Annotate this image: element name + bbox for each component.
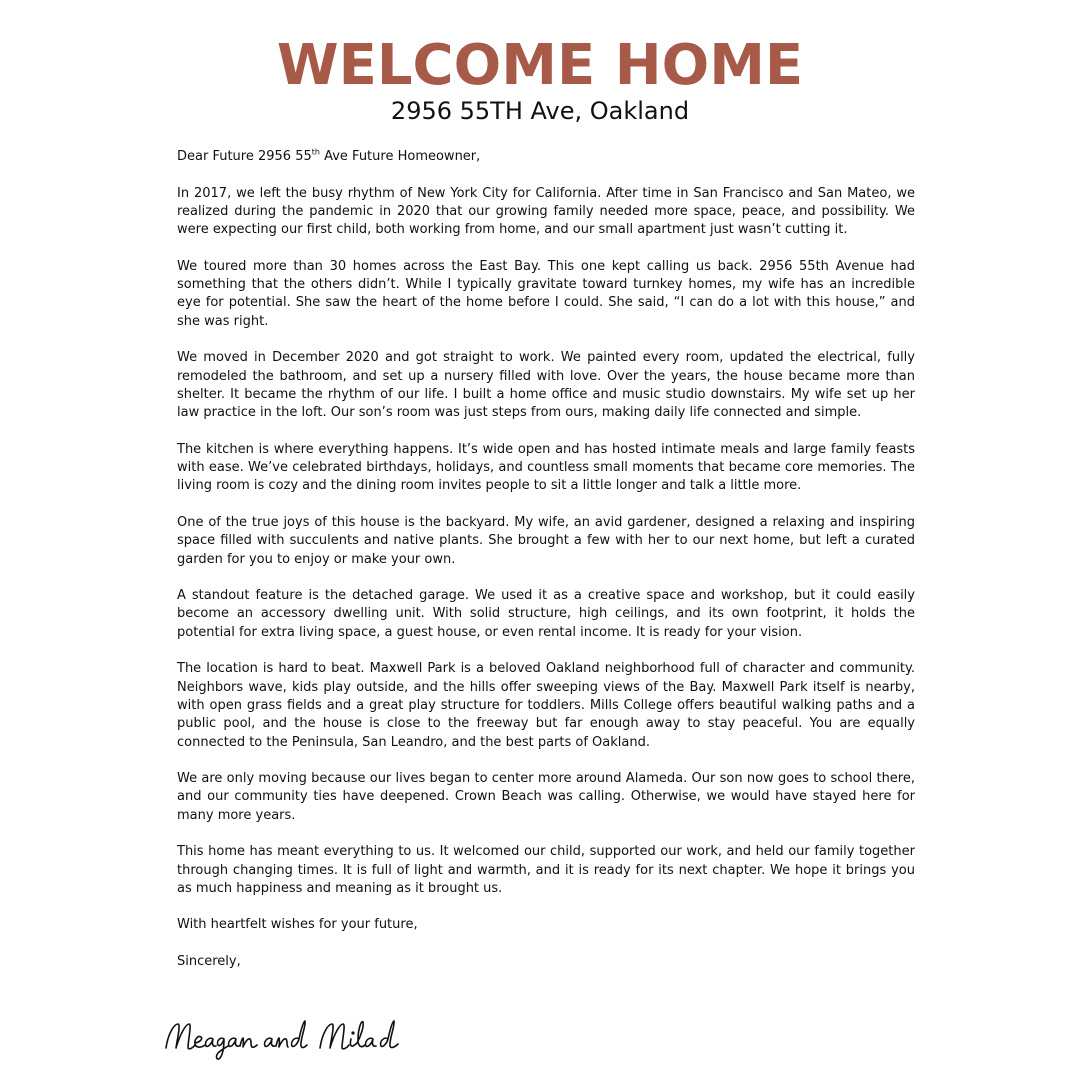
handwritten-signature (160, 1012, 460, 1062)
closing-line: With heartfelt wishes for your future, (177, 917, 418, 933)
paragraph-location: The location is hard to beat. Maxwell Park is a beloved Oakland neighborhood full of character and community. Neighbors wave, kids play outside, and the hills offer sweeping views of the Bay. Maxwell Park itself is nearby, with open grass fields and a great play structure for toddlers. Mills College offers beautiful walking paths and a public pool, and the house is close to the freeway but far enough away to stay peaceful. You are equally connected to the Peninsula, San Leandro, and the best parts of Oakland. (177, 661, 915, 750)
paragraph-renovations: We moved in December 2020 and got straight to work. We painted every room, updated the electrical, fully remodeled the bathroom, and set up a nursery filled with love. Over the years, the house became more than shelter. It became the rhythm of our life. I built a home office and music studio downstairs. My wife set up her law practice in the loft. Our son’s room was just steps from ours, making daily life connected and simple. (177, 350, 915, 421)
page-title: WELCOME HOME (276, 33, 804, 98)
paragraph-home-search: We toured more than 30 homes across the East Bay. This one kept calling us back. 2956 55th Avenue had something that the others didn’t. While I typically gravitate toward turnkey homes, my wife has an incredible eye for potential. She saw the heart of the home before I could. She said, “I can do a lot with this house,” and she was right. (177, 258, 915, 329)
salutation-text: Dear Future 2956 55 (177, 149, 312, 164)
salutation-ordinal: th (311, 147, 320, 157)
property-address: 2956 55TH Ave, Oakland (390, 97, 690, 125)
paragraph-move-to-california: In 2017, we left the busy rhythm of New York City for California. After time in San Francisco and San Mateo, we realized during the pandemic in 2020 that our growing family needed more space, peace, and possibility. We were expecting our first child, both working from home, and our small apartment just wasn’t cutting it. (177, 185, 915, 238)
paragraph-kitchen: The kitchen is where everything happens. It’s wide open and has hosted intimate meals and large family feasts with ease. We’ve celebrated birthdays, holidays, and countless small moments that became core memories. The living room is cozy and the dining room invites people to sit a little longer and talk a little more. (177, 441, 915, 494)
letter-body (177, 148, 915, 990)
salutation (177, 148, 915, 166)
paragraph-reason-for-moving: We are only moving because our lives began to center more around Alameda. Our son now goes to school there, and our community ties have deepened. Crown Beach was calling. Otherwise, we would have stayed here for many more years. (177, 771, 915, 823)
paragraph-meaning: This home has meant everything to us. It welcomed our child, supported our work, and held our family together through changing times. It is full of light and warmth, and it is ready for its next chapter. We hope it brings you as much happiness and meaning as it brought us. (177, 844, 915, 896)
paragraph-backyard: One of the true joys of this house is the backyard. My wife, an avid gardener, designed a relaxing and inspiring space filled with succulents and native plants. She brought a few with her to our next home, but left a curated garden for you to enjoy or make your own. (177, 514, 915, 567)
signoff: Sincerely, (177, 954, 241, 970)
salutation-text-end: Ave Future Homeowner, (319, 149, 481, 164)
paragraph-garage: A standout feature is the detached garage. We used it as a creative space and workshop, but it could easily become an accessory dwelling unit. With solid structure, high ceilings, and its own footprint, it holds the potential for extra living space, a guest house, or even rental income. It is ready for your vision. (177, 588, 915, 640)
